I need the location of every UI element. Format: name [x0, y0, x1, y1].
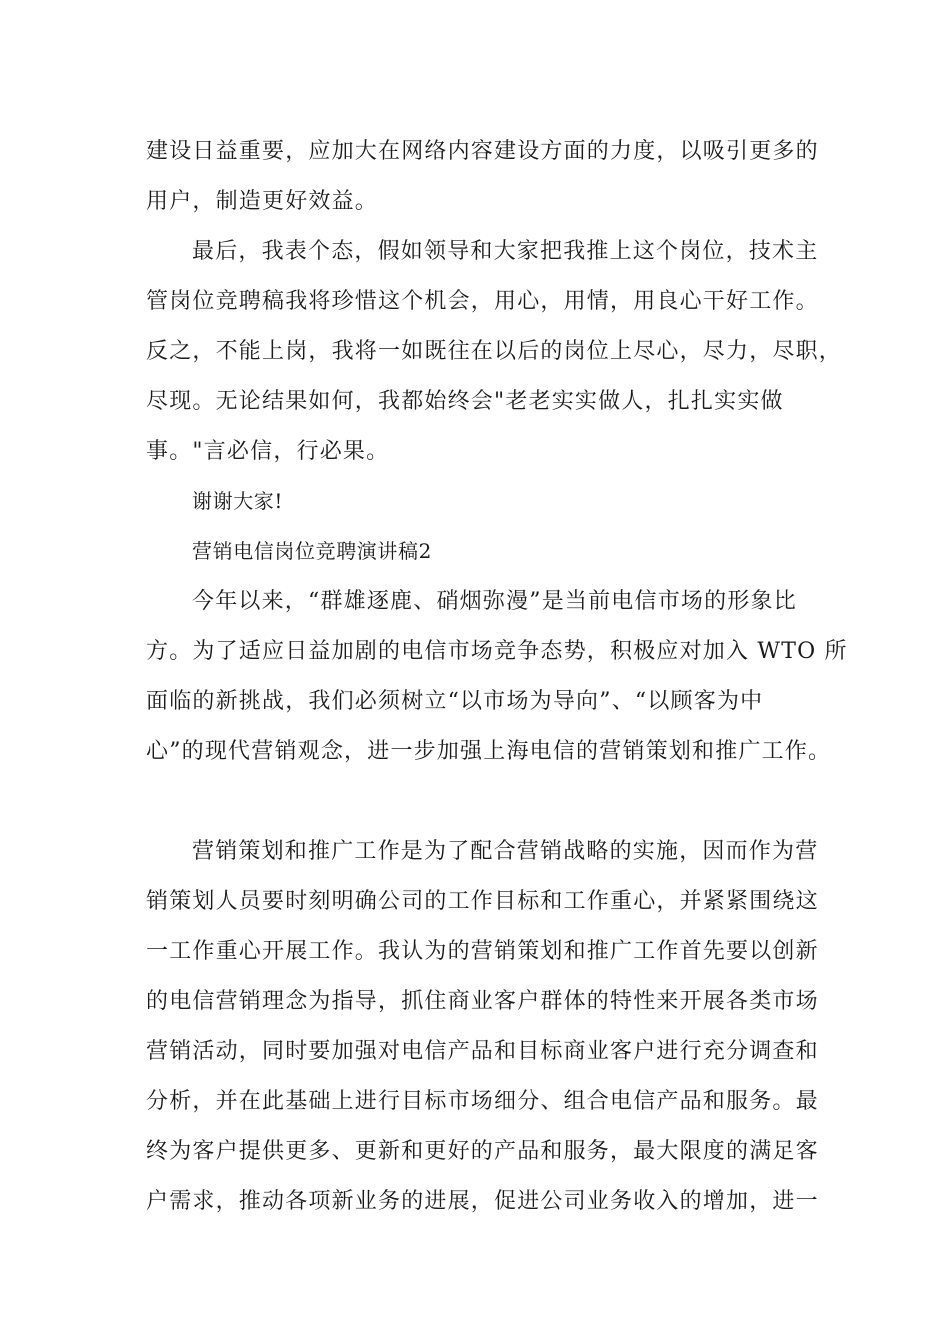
thanks-line: 谢谢大家!: [192, 489, 284, 513]
text-line: 分析，并在此基础上进行目标市场细分、组合电信产品和服务。最: [146, 1089, 819, 1114]
text-line: 用户，制造更好效益。: [146, 189, 379, 214]
text-line: 一工作重心开展工作。我认为的营销策划和推广工作首先要以创新: [146, 939, 819, 964]
paragraph-first-line: 最后，我表个态，假如领导和大家把我推上这个岗位，技术主: [192, 239, 819, 264]
text-line: 方。为了适应日益加剧的电信市场竞争态势，积极应对加入 WTO 所: [146, 639, 848, 664]
text-line: 心”的现代营销观念，进一步加强上海电信的营销策划和推广工作。: [146, 739, 832, 764]
text-line: 尽现。无论结果如何，我都始终会"老老实实做人，扎扎实实做: [146, 389, 784, 414]
text-line: 终为客户提供更多、更新和更好的产品和服务，最大限度的满足客: [146, 1139, 819, 1164]
text-line: 管岗位竞聘稿我将珍惜这个机会，用心，用情，用良心干好工作。: [146, 289, 819, 314]
text-line: 建设日益重要，应加大在网络内容建设方面的力度，以吸引更多的: [146, 139, 819, 164]
text-line: 事。"言必信，行必果。: [146, 439, 390, 464]
text-line: 户需求，推动各项新业务的进展，促进公司业务收入的增加，进一: [146, 1189, 819, 1214]
text-line: 面临的新挑战，我们必须树立“以市场为导向”、“以顾客为中: [146, 689, 764, 714]
section-title: 营销电信岗位竞聘演讲稿2: [192, 539, 432, 563]
text-line: 销策划人员要时刻明确公司的工作目标和工作重心，并紧紧围绕这: [146, 889, 819, 914]
text-line: 营销活动，同时要加强对电信产品和目标商业客户进行充分调查和: [146, 1039, 819, 1064]
text-line: 反之，不能上岗，我将一如既往在以后的岗位上尽心，尽力，尽职，: [146, 339, 843, 364]
paragraph-first-line: 今年以来，“群雄逐鹿、硝烟弥漫”是当前电信市场的形象比: [192, 589, 797, 614]
text-line: 的电信营销理念为指导，抓住商业客户群体的特性来开展各类市场: [146, 989, 819, 1014]
paragraph-first-line: 营销策划和推广工作是为了配合营销战略的实施，因而作为营: [192, 839, 819, 864]
